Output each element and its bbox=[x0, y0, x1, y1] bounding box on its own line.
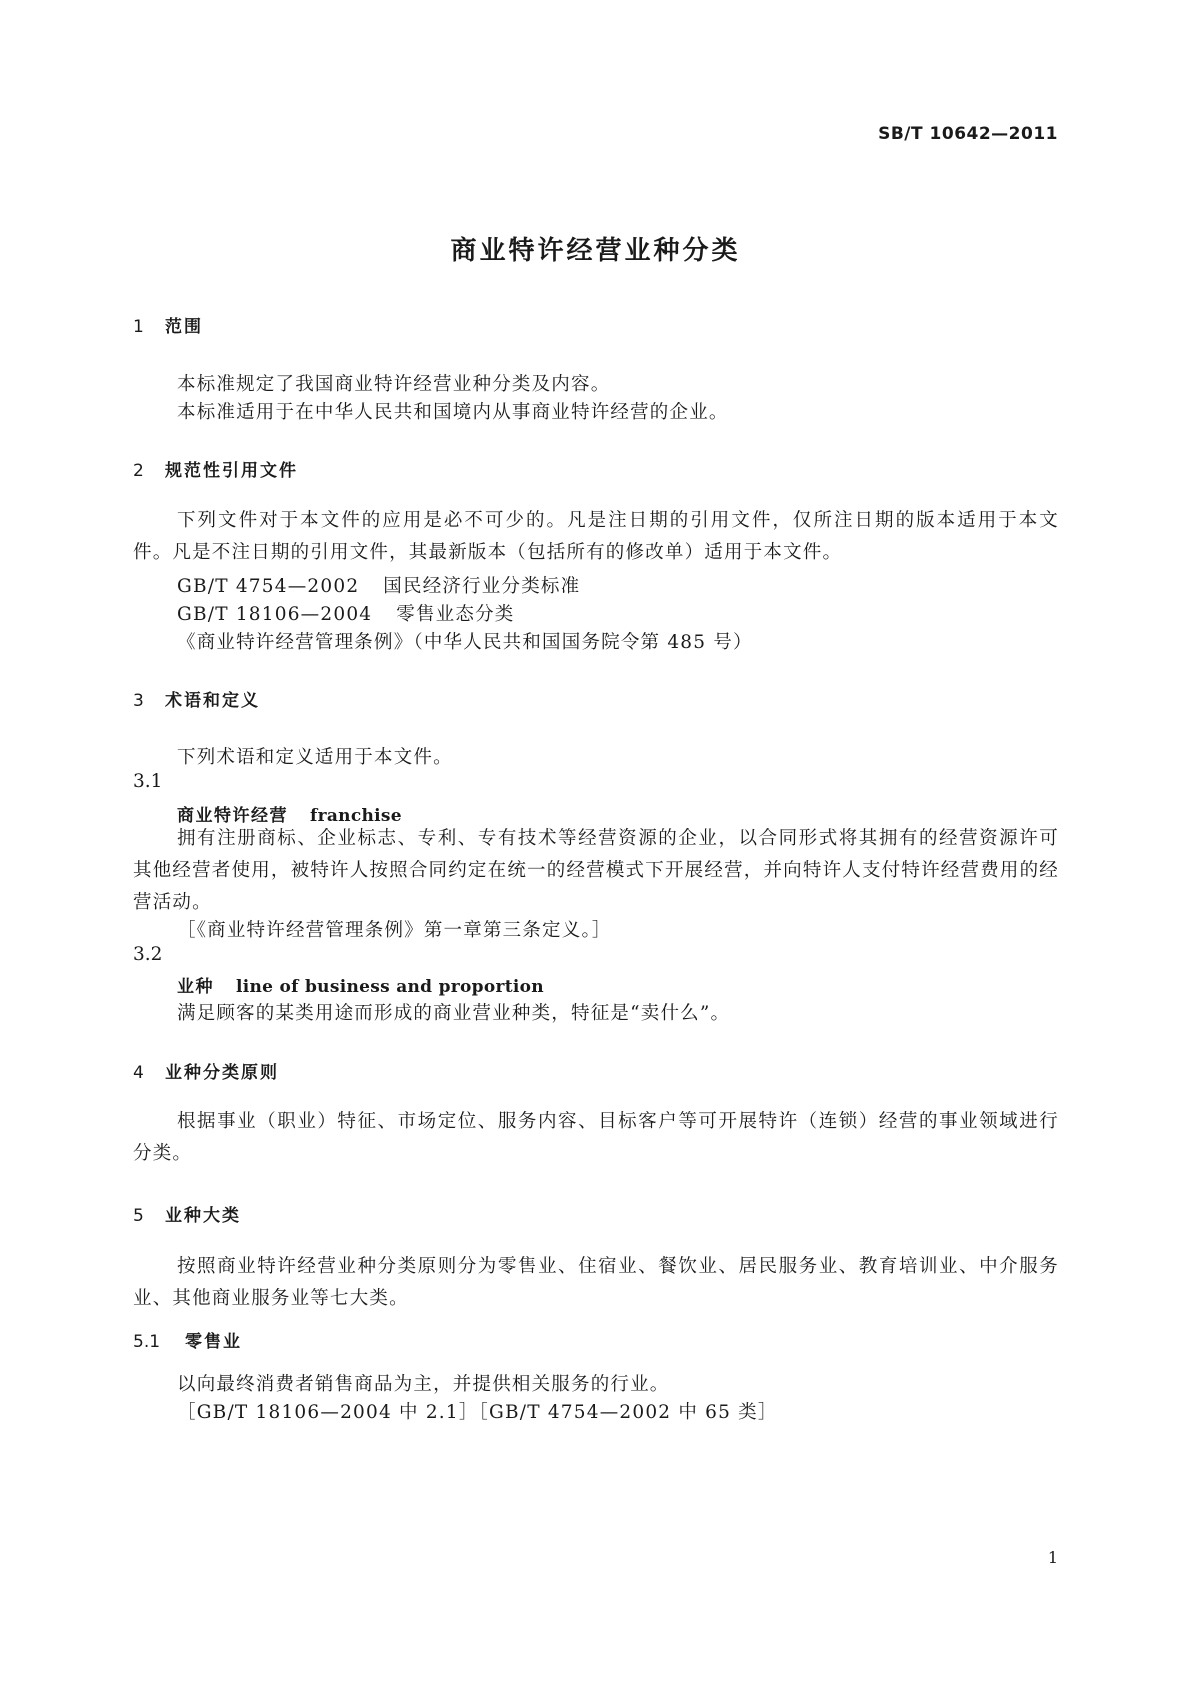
section-number: 5.1 bbox=[133, 1332, 161, 1352]
term-chinese: 业种 bbox=[177, 977, 214, 997]
section-number: 1 bbox=[133, 317, 144, 337]
section-5-heading bbox=[133, 1201, 241, 1226]
subsection-5-1-reference: ［GB/T 18106—2004 中 2.1］［GB/T 4754—2002 中 65 类］ bbox=[177, 1402, 778, 1423]
section-number: 5 bbox=[133, 1206, 144, 1226]
reference-code: GB/T 18106—2004 bbox=[177, 604, 373, 625]
section-number: 4 bbox=[133, 1063, 144, 1083]
subsection-5-1-paragraph: 以向最终消费者销售商品为主，并提供相关服务的行业。 bbox=[177, 1374, 670, 1395]
term-definition: 拥有注册商标、企业标志、专利、专有技术等经营资源的企业，以合同形式将其拥有的经营资源许可其他经营者使用，被特许人按照合同约定在统一的经营模式下开展经营，并向特许人支付特许经营费用的经营活动。 bbox=[133, 828, 1059, 913]
term-chinese: 商业特许经营 bbox=[177, 806, 288, 826]
term-english: line of business and proportion bbox=[236, 977, 544, 997]
term-english: franchise bbox=[310, 806, 402, 826]
section-1-paragraph-1: 本标准规定了我国商业特许经营业种分类及内容。 bbox=[177, 374, 611, 395]
reference-code: 《商业特许经营管理条例》 bbox=[177, 632, 414, 653]
section-number: 2 bbox=[133, 461, 144, 481]
section-title: 业种大类 bbox=[165, 1206, 241, 1226]
standard-code: SB/T 10642—2011 bbox=[878, 124, 1058, 144]
section-title: 范围 bbox=[165, 317, 203, 337]
subsection-5-1-heading bbox=[133, 1327, 242, 1352]
reference-item bbox=[177, 628, 753, 654]
reference-code: GB/T 4754—2002 bbox=[177, 576, 360, 597]
term-definition: 满足顾客的某类用途而形成的商业营业种类，特征是“卖什么”。 bbox=[177, 1003, 731, 1024]
section-title: 术语和定义 bbox=[165, 691, 260, 711]
section-3-intro: 下列术语和定义适用于本文件。 bbox=[177, 747, 453, 768]
section-number: 3 bbox=[133, 691, 144, 711]
section-title: 规范性引用文件 bbox=[165, 461, 298, 481]
reference-item bbox=[177, 572, 580, 598]
section-4-paragraph: 根据事业（职业）特征、市场定位、服务内容、目标客户等可开展特许（连锁）经营的事业领域进行分类。 bbox=[133, 1111, 1059, 1164]
section-4-heading bbox=[133, 1058, 279, 1083]
section-1-heading bbox=[133, 312, 203, 337]
section-1-paragraph-2: 本标准适用于在中华人民共和国境内从事商业特许经营的企业。 bbox=[177, 402, 729, 423]
term-entry bbox=[177, 972, 544, 997]
clause-number: 3.1 bbox=[133, 771, 163, 792]
section-3-heading bbox=[133, 686, 260, 711]
reference-name: （中华人民共和国国务院令第 485 号） bbox=[413, 632, 753, 653]
section-title: 零售业 bbox=[185, 1332, 242, 1352]
section-title: 业种分类原则 bbox=[165, 1063, 279, 1083]
section-2-heading bbox=[133, 456, 298, 481]
section-5-paragraph: 按照商业特许经营业种分类原则分为零售业、住宿业、餐饮业、居民服务业、教育培训业、中介服务业、其他商业服务业等七大类。 bbox=[133, 1256, 1059, 1309]
clause-number: 3.2 bbox=[133, 944, 163, 965]
document-title: 商业特许经营业种分类 bbox=[450, 236, 741, 266]
reference-name: 零售业态分类 bbox=[396, 604, 515, 625]
reference-name: 国民经济行业分类标准 bbox=[383, 576, 581, 597]
page-number: 1 bbox=[1047, 1548, 1058, 1567]
term-source: ［《商业特许经营管理条例》第一章第三条定义。］ bbox=[177, 920, 612, 941]
section-2-intro: 下列文件对于本文件的应用是必不可少的。凡是注日期的引用文件，仅所注日期的版本适用于本文件。凡是不注日期的引用文件，其最新版本（包括所有的修改单）适用于本文件。 bbox=[133, 510, 1059, 563]
reference-item bbox=[177, 600, 514, 626]
